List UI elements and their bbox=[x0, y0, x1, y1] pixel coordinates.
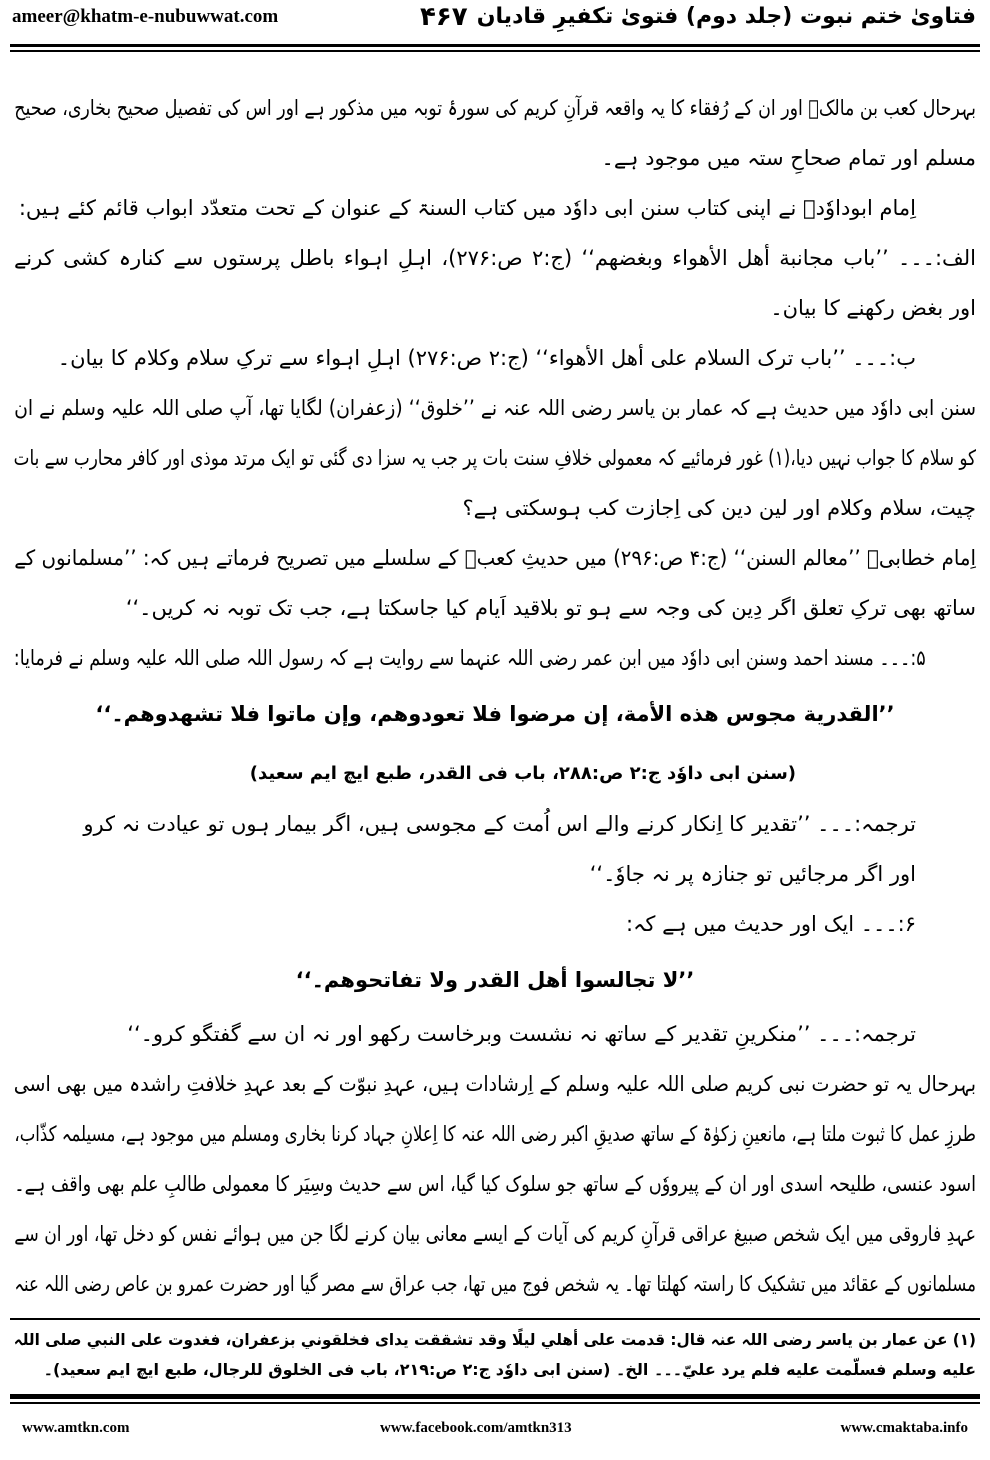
text-line: الف:۔۔۔ ’’باب مجانبة أهل الأهواء وبغضهم‘‘ (ج:۲ ص:۲۷۶)، اہلِ اہواء باطل پرستوں سے کنارہ کشی کرنے bbox=[14, 246, 977, 270]
text-line: اسود عنسی، طلیحہ اسدی اور ان کے پیرووٗں کے ساتھ جو سلوک کیا گیا، اس سے حدیث وسِیَر کا معمولی طالبِ علم بھی واقف ہے۔ bbox=[14, 1172, 976, 1196]
text-line: مسلمانوں کے عقائد میں تشکیک کا راستہ کھلتا تھا۔ یہ شخص فوج میں تھا، جب عراق سے مصر گیا اور حضرت عمرو بن عاص رضی اللہ عنہ bbox=[14, 1272, 977, 1296]
text-line: ترجمہ:۔۔۔ ’’منکرینِ تقدیر کے ساتھ نہ نشست وبرخاست رکھو اور نہ ان سے گفتگو کرو۔‘‘ bbox=[127, 1022, 916, 1046]
footnote-line: علیه وسلم فسلّمت علیه فلم یرد عليّ۔۔۔ الخ۔ (سنن ابی داوٗد ج:۲ ص:۲۱۹، باب فی الخلوق للرجال، طبع ایچ ایم سعید)۔ bbox=[43, 1360, 976, 1379]
hadith-quote: ’’لا تجالسوا أهل القدر ولا تفاتحوهم۔‘‘ bbox=[295, 968, 695, 992]
text-line: عہدِ فاروقی میں ایک شخص صبیغ عراقی قرآنِ کریم کی آیات کے ایسے معانی بیان کرنے لگا جن میں ہوائے نفس کو دخل تھا، اور ان سے bbox=[14, 1222, 977, 1246]
text-line: چیت، سلام وکلام اور لین دین کی اِجازت کب ہوسکتی ہے؟ bbox=[462, 496, 976, 520]
header-divider bbox=[10, 44, 980, 47]
text-line: ب:۔۔۔ ’’باب ترک السلام علی أهل الأهواء‘‘ (ج:۲ ص:۲۷۶) اہلِ اہواء سے ترکِ سلام وکلام کا بیان۔ bbox=[57, 346, 916, 370]
footer-divider bbox=[10, 1394, 980, 1399]
footnote-divider bbox=[10, 1318, 980, 1320]
page-number: ۴۶۷ bbox=[420, 2, 468, 32]
header-email: ameer@khatm-e-nubuwwat.com bbox=[12, 6, 279, 27]
footer-link-facebook[interactable]: www.facebook.com/amtkn313 bbox=[380, 1420, 572, 1436]
text-line: اِمام خطابیؒ ’’معالم السنن‘‘ (ج:۴ ص:۲۹۶) میں حدیثِ کعبؓ کے سلسلے میں تصریح فرماتے ہیں کہ: ’’مسلمانوں کے bbox=[14, 546, 976, 570]
text-line: مسلم اور تمام صحاحِ ستہ میں موجود ہے۔ bbox=[601, 146, 976, 170]
footer-link-cmaktaba[interactable]: www.cmaktaba.info bbox=[840, 1420, 968, 1436]
header-divider-thin bbox=[10, 50, 980, 52]
text-line: بہرحال کعب بن مالکؓ اور ان کے رُفقاء کا یہ واقعہ قرآنِ کریم کی سورۂ توبہ میں مذکور ہے اور اس کی تفصیل صحیح بخاری، صحیح bbox=[14, 96, 976, 120]
text-line: ۵:۔۔۔ مسند احمد وسنن ابی داوٗد میں ابن عمر رضی اللہ عنہما سے روایت ہے کہ رسول اللہ صلی اللہ علیہ وسلم نے فرمایا: bbox=[13, 646, 926, 670]
text-line: سنن ابی داوٗد میں حدیث ہے کہ عمار بن یاسر رضی اللہ عنہ نے ’’خلوق‘‘ (زعفران) لگایا تھا، آپ صلی اللہ علیہ وسلم نے ان bbox=[14, 396, 977, 420]
text-line: اور بغض رکھنے کا بیان۔ bbox=[770, 296, 976, 320]
footer-divider-thin bbox=[10, 1402, 980, 1404]
text-line: اِمام ابوداوٗدؒ نے اپنی کتاب سنن ابی داوٗد میں کتاب السنۃ کے عنوان کے تحت متعدّد ابواب قائم کئے ہیں: bbox=[18, 196, 916, 220]
text-line: اور اگر مرجائیں تو جنازہ پر نہ جاوٗ۔‘‘ bbox=[589, 862, 916, 886]
footer-link-amtkn[interactable]: www.amtkn.com bbox=[22, 1420, 130, 1436]
hadith-quote: ’’القدرية مجوس هذه الأمة، إن مرضوا فلا تعودوهم، وإن ماتوا فلا تشهدوهم۔‘‘ bbox=[95, 702, 895, 726]
footnote-line: (۱) عن عمار بن یاسر رضی اللہ عنہ قال: قدمت علی أهلي لیلًا وقد تشققت یدای فخلقوني بزعفران، فغدوت علی النبي صلی اللہ bbox=[13, 1330, 976, 1349]
text-line: طرزِ عمل کا ثبوت ملتا ہے، مانعینِ زکوٰۃ کے ساتھ صدیقِ اکبر رضی اللہ عنہ کا اِعلانِ جہاد کرنا بخاری ومسلم میں موجود ہے، مسیلمہ کذّاب، bbox=[14, 1122, 976, 1146]
reference-citation: (سنن ابی داوٗد ج:۲ ص:۲۸۸، باب فی القدر، طبع ایچ ایم سعید) bbox=[249, 763, 796, 784]
text-line: ساتھ بھی ترکِ تعلق اگر دِین کی وجہ سے ہو تو بلاقید اَیام کیا جاسکتا ہے، جب تک توبہ نہ کریں۔‘‘ bbox=[125, 596, 976, 620]
text-line: ۶:۔۔۔ ایک اور حدیث میں ہے کہ: bbox=[626, 912, 916, 936]
text-line: بہرحال یہ تو حضرت نبی کریم صلی اللہ علیہ وسلم کے اِرشادات ہیں، عہدِ نبوّت کے بعد عہدِ خلافتِ راشدہ میں بھی اسی bbox=[13, 1072, 976, 1096]
text-line: ترجمہ:۔۔۔ ’’تقدیر کا اِنکار کرنے والے اس اُمت کے مجوسی ہیں، اگر بیمار ہوں تو عیادت نہ کرو bbox=[83, 812, 916, 836]
book-title: فتاویٰ ختم نبوت (جلد دوم) فتویٰ تکفیرِ قادیان bbox=[476, 4, 976, 29]
text-line: کو سلام کا جواب نہیں دیا،(۱) غور فرمائیے کہ معمولی خلافِ سنت بات پر جب یہ سزا دی گئی تو ایک مرتد موذی اور کافر محارب سے بات bbox=[13, 446, 976, 470]
